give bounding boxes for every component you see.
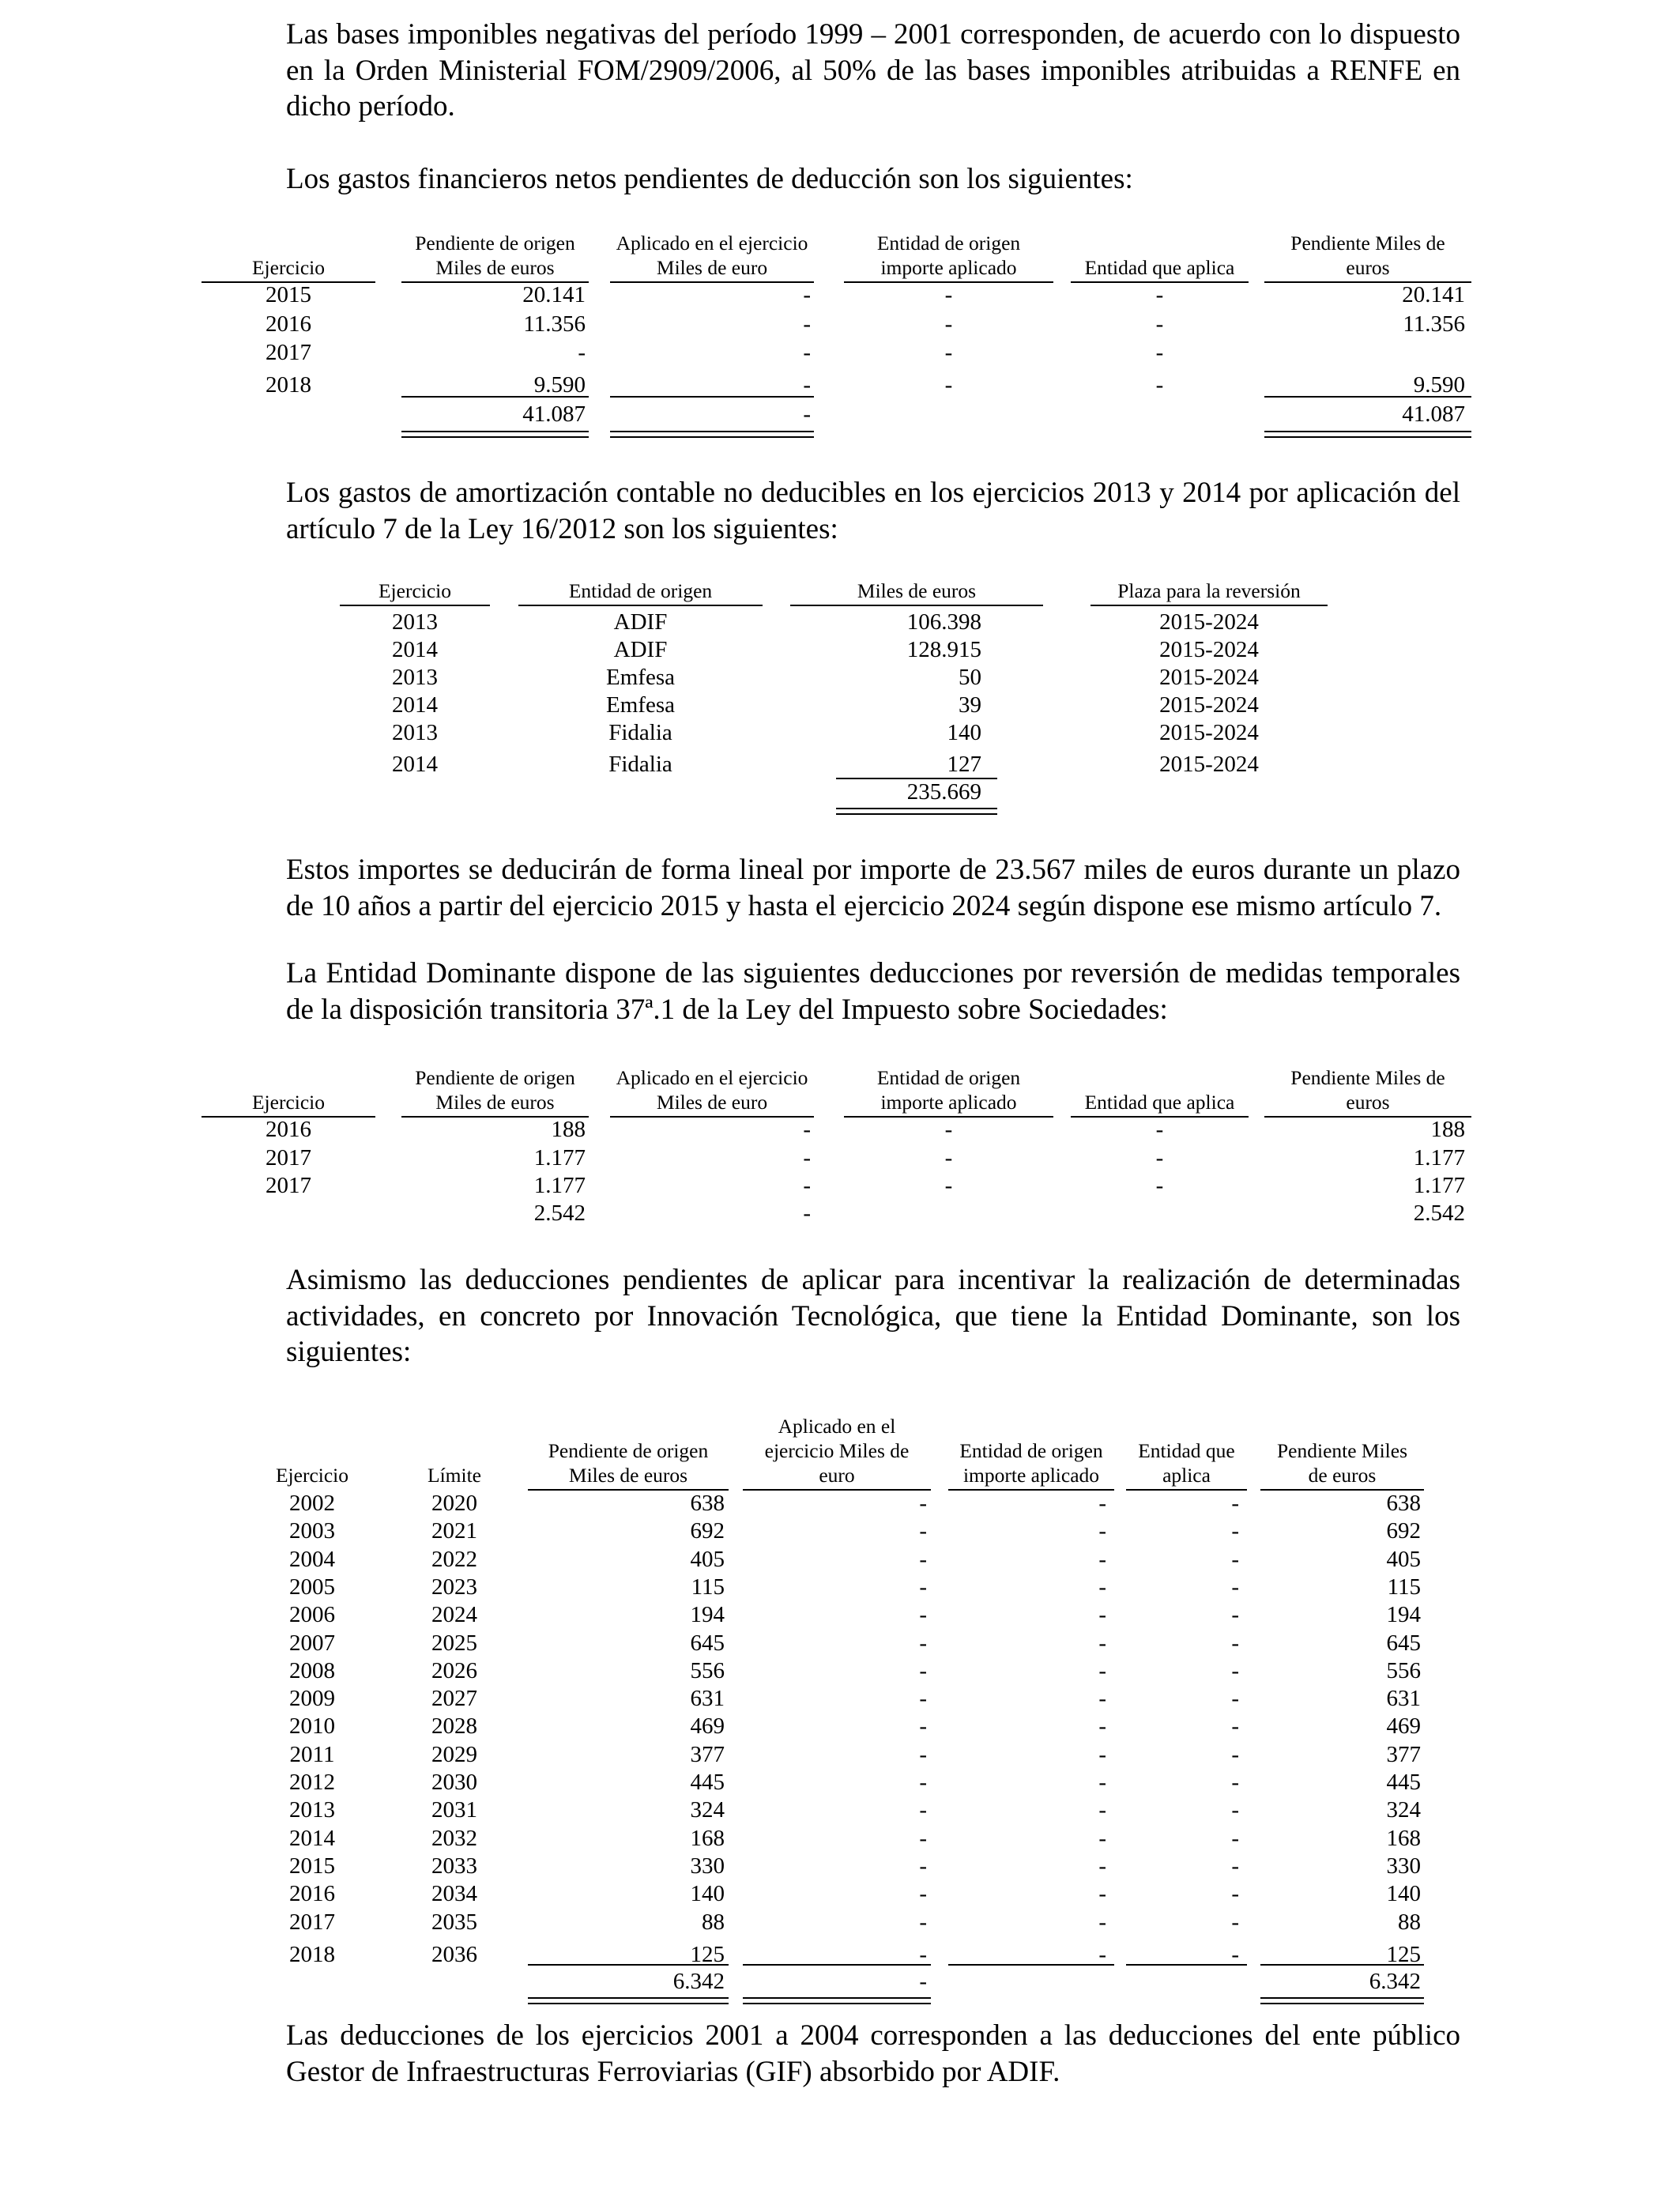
table-cell: Emfesa	[606, 665, 675, 690]
table-cell: 9.590	[1413, 372, 1465, 398]
row-year: 2017	[266, 340, 311, 365]
table-cell: 20.141	[522, 282, 586, 307]
table-cell: 631	[1386, 1686, 1421, 1711]
table-cell: -	[944, 311, 953, 337]
table-cell: -	[1098, 1686, 1106, 1711]
table-cell: 9.590	[533, 372, 586, 398]
table-cell: -	[803, 282, 811, 307]
row-year: 2006	[289, 1602, 335, 1627]
table-cell: -	[919, 1602, 927, 1627]
column-header: Ejercicio	[251, 1091, 326, 1114]
column-header: Miles de euros	[857, 579, 977, 602]
table-cell: -	[1098, 1713, 1106, 1739]
total-cell: 235.669	[906, 779, 981, 805]
table-cell: -	[1155, 1145, 1164, 1171]
table-cell: 2028	[431, 1713, 477, 1739]
rule-line	[340, 605, 490, 606]
table-cell: -	[1098, 1518, 1106, 1544]
table-cell: 2029	[431, 1742, 477, 1767]
rule-line	[1126, 1964, 1247, 1966]
column-header: Entidad que aplica	[1084, 1091, 1235, 1114]
row-year: 2013	[392, 665, 438, 690]
table-cell: 106.398	[906, 609, 981, 635]
table-cell: -	[1098, 1602, 1106, 1627]
table-cell: -	[1155, 282, 1164, 307]
table-cell: -	[803, 1145, 811, 1171]
table-cell: -	[919, 1881, 927, 1906]
row-year: 2016	[266, 311, 311, 337]
row-year: 2015	[289, 1853, 335, 1879]
table-cell: Fidalia	[608, 720, 672, 745]
table-cell: 188	[551, 1117, 586, 1142]
column-header: Entidad de origen	[568, 579, 713, 602]
paragraph-deduccion-lineal: Estos importes se deducirán de forma lineal por importe de 23.567 miles de euros durante un plazo de 10 años a partir del ejercicio 2015 y hasta el ejercicio 2024 según dispone ese mismo artículo 7.	[286, 854, 1460, 922]
paragraph-gastos-amortizacion: Los gastos de amortización contable no deducibles en los ejercicios 2013 y 2014 por aplicación del artículo 7 de la Ley 16/2012 son los siguientes:	[286, 477, 1460, 545]
table-cell: 11.356	[523, 311, 586, 337]
table-cell: -	[919, 1574, 927, 1600]
table-cell: -	[919, 1658, 927, 1683]
table-cell: 2026	[431, 1658, 477, 1683]
table-cell: 330	[690, 1853, 725, 1879]
row-year: 2016	[266, 1117, 311, 1142]
double-rule-line	[1264, 431, 1471, 438]
table-cell: 168	[690, 1826, 725, 1851]
table-cell: 2033	[431, 1853, 477, 1879]
total-cell: 6.342	[672, 1969, 725, 1994]
rule-line	[1260, 1964, 1424, 1966]
total-cell: 6.342	[1369, 1969, 1421, 1994]
table-cell: -	[919, 1491, 927, 1516]
row-year: 2014	[392, 752, 438, 777]
column-header: Pendiente de origen Miles de euros	[415, 232, 575, 279]
table-cell: -	[1098, 1547, 1106, 1572]
table-cell: 125	[690, 1942, 725, 1967]
table-cell: -	[803, 340, 811, 365]
row-year: 2015	[266, 282, 311, 307]
table-cell: -	[1098, 1574, 1106, 1600]
table-cell: -	[1098, 1797, 1106, 1823]
table-cell: -	[1098, 1942, 1106, 1967]
table-cell: 88	[1398, 1909, 1421, 1935]
rule-line	[401, 396, 589, 398]
table-cell: -	[944, 1173, 953, 1198]
table-cell: 469	[690, 1713, 725, 1739]
table-cell: -	[1098, 1770, 1106, 1795]
paragraph-gastos-financieros: Los gastos financieros netos pendientes de deducción son los siguientes:	[286, 163, 1133, 195]
table-cell: -	[578, 340, 586, 365]
table-cell: -	[1155, 1117, 1164, 1142]
table-cell: 377	[1386, 1742, 1421, 1767]
table-cell: 2027	[431, 1686, 477, 1711]
table-cell: -	[919, 1826, 927, 1851]
table-cell: 1.177	[1413, 1145, 1465, 1171]
table-cell: -	[1098, 1491, 1106, 1516]
table-cell: -	[1155, 372, 1164, 398]
table-cell: 2034	[431, 1881, 477, 1906]
table-cell: -	[1155, 340, 1164, 365]
table-cell: 88	[702, 1909, 725, 1935]
column-header: Aplicado en el ejercicio Miles de euro	[764, 1415, 910, 1487]
table-cell: 324	[1386, 1797, 1421, 1823]
table-cell: 330	[1386, 1853, 1421, 1879]
table-cell: -	[919, 1853, 927, 1879]
table-cell: 445	[690, 1770, 725, 1795]
table-cell: 645	[690, 1630, 725, 1656]
table-cell: 140	[1386, 1881, 1421, 1906]
table-cell: -	[919, 1630, 927, 1656]
table-cell: -	[1098, 1742, 1106, 1767]
table-cell: 127	[947, 752, 981, 777]
table-cell: -	[1231, 1658, 1239, 1683]
table-cell: 2015-2024	[1159, 720, 1259, 745]
table-cell: 50	[959, 665, 981, 690]
table-cell: -	[1098, 1826, 1106, 1851]
double-rule-line	[1260, 1997, 1424, 2004]
table-cell: 2015-2024	[1159, 752, 1259, 777]
table-cell: -	[1098, 1658, 1106, 1683]
table-cell: -	[944, 282, 953, 307]
row-year: 2014	[392, 692, 438, 718]
rule-line	[518, 605, 763, 606]
table-cell: -	[1231, 1547, 1239, 1572]
table-cell: -	[1231, 1630, 1239, 1656]
table-cell: 1.177	[533, 1145, 586, 1171]
table-cell: -	[919, 1742, 927, 1767]
table-cell: 638	[690, 1491, 725, 1516]
table-cell: -	[1231, 1881, 1239, 1906]
column-header: Pendiente de origen Miles de euros	[415, 1066, 575, 1114]
paragraph-bases-imponibles: Las bases imponibles negativas del período 1999 – 2001 corresponden, de acuerdo con lo dispuesto en la Orden Ministerial FOM/2909/2006, al 50% de las bases imponibles atribuidas a RENFE en dicho período.	[286, 18, 1460, 123]
table-cell: 115	[691, 1574, 725, 1600]
table-cell: ADIF	[613, 637, 668, 662]
table-cell: -	[919, 1909, 927, 1935]
double-rule-line	[836, 808, 997, 815]
total-cell: 2.542	[1413, 1201, 1465, 1226]
table-cell: 692	[1386, 1518, 1421, 1544]
table-cell: 125	[1386, 1942, 1421, 1967]
row-year: 2002	[289, 1491, 335, 1516]
table-cell: -	[1231, 1491, 1239, 1516]
row-year: 2014	[392, 637, 438, 662]
row-year: 2013	[392, 609, 438, 635]
table-cell: 20.141	[1402, 282, 1465, 307]
table-cell: -	[1231, 1909, 1239, 1935]
table-cell: -	[1231, 1797, 1239, 1823]
table-cell: 2030	[431, 1770, 477, 1795]
table-cell: -	[1231, 1942, 1239, 1967]
column-header: Ejercicio	[251, 256, 326, 279]
table-cell: 2031	[431, 1797, 477, 1823]
column-header: Aplicado en el ejercicio Miles de euro	[616, 1066, 808, 1114]
row-year: 2017	[266, 1173, 311, 1198]
table-cell: -	[1231, 1602, 1239, 1627]
table-cell: -	[1231, 1713, 1239, 1739]
table-cell: -	[803, 1173, 811, 1198]
table-cell: -	[919, 1770, 927, 1795]
column-header: Entidad de origen importe aplicado	[876, 232, 1021, 279]
row-year: 2018	[266, 372, 311, 398]
table-cell: -	[803, 311, 811, 337]
row-year: 2010	[289, 1713, 335, 1739]
table-cell: Fidalia	[608, 752, 672, 777]
table-cell: 2015-2024	[1159, 637, 1259, 662]
column-header: Pendiente Miles de euros	[1290, 1066, 1445, 1114]
row-year: 2005	[289, 1574, 335, 1600]
row-year: 2018	[289, 1942, 335, 1967]
table-cell: 2023	[431, 1574, 477, 1600]
rule-line	[528, 1964, 729, 1966]
table-cell: 445	[1386, 1770, 1421, 1795]
table-cell: 11.356	[1403, 311, 1465, 337]
table-cell: 556	[690, 1658, 725, 1683]
column-header: Ejercicio	[275, 1464, 349, 1487]
table-cell: 405	[690, 1547, 725, 1572]
table-cell: -	[803, 1117, 811, 1142]
total-cell: 2.542	[533, 1201, 586, 1226]
row-year: 2009	[289, 1686, 335, 1711]
table-cell: 188	[1430, 1117, 1465, 1142]
total-cell: 41.087	[1402, 401, 1465, 427]
total-cell: -	[919, 1969, 927, 1994]
table-cell: -	[1098, 1853, 1106, 1879]
column-header: Entidad de origen importe aplicado	[876, 1066, 1021, 1114]
column-header: Entidad que aplica	[1138, 1439, 1235, 1487]
row-year: 2003	[289, 1518, 335, 1544]
table-cell: -	[919, 1547, 927, 1572]
table-cell: 39	[959, 692, 981, 718]
table-cell: 140	[690, 1881, 725, 1906]
total-cell: 41.087	[522, 401, 586, 427]
double-rule-line	[610, 431, 814, 438]
table-cell: -	[1231, 1742, 1239, 1767]
table-cell: 405	[1386, 1547, 1421, 1572]
table-cell: -	[944, 340, 953, 365]
row-year: 2016	[289, 1881, 335, 1906]
table-cell: 115	[1387, 1574, 1421, 1600]
table-cell: -	[1231, 1518, 1239, 1544]
table-cell: -	[919, 1518, 927, 1544]
rule-line	[1090, 605, 1328, 606]
column-header: Entidad de origen importe aplicado	[959, 1439, 1103, 1487]
table-cell: 2015-2024	[1159, 609, 1259, 635]
rule-line	[743, 1964, 931, 1966]
table-cell: 631	[690, 1686, 725, 1711]
table-cell: 469	[1386, 1713, 1421, 1739]
paragraph-deducciones-innovacion: Asimismo las deducciones pendientes de aplicar para incentivar la realización de determinadas actividades, en concreto por Innovación Tecnológica, que tiene la Entidad Dominante, son los siguientes:	[286, 1264, 1460, 1368]
table-cell: -	[919, 1942, 927, 1967]
paragraph-deducciones-reversion: La Entidad Dominante dispone de las siguientes deducciones por reversión de medidas temporales de la disposición transitoria 37ª.1 de la Ley del Impuesto sobre Sociedades:	[286, 957, 1460, 1026]
table-cell: 2015-2024	[1159, 665, 1259, 690]
total-cell: -	[803, 401, 811, 427]
table-cell: -	[1098, 1881, 1106, 1906]
table-cell: 168	[1386, 1826, 1421, 1851]
table-cell: 2021	[431, 1518, 477, 1544]
row-year: 2017	[266, 1145, 311, 1171]
row-year: 2007	[289, 1630, 335, 1656]
table-cell: 2032	[431, 1826, 477, 1851]
table-cell: 692	[690, 1518, 725, 1544]
table-cell: -	[1231, 1853, 1239, 1879]
table-cell: 1.177	[1413, 1173, 1465, 1198]
table-cell: -	[803, 372, 811, 398]
rule-line	[948, 1964, 1114, 1966]
column-header: Pendiente Miles de euros	[1276, 1439, 1407, 1487]
table-cell: 377	[690, 1742, 725, 1767]
table-cell: -	[1098, 1630, 1106, 1656]
row-year: 2013	[392, 720, 438, 745]
table-cell: -	[944, 1145, 953, 1171]
table-cell: 2024	[431, 1602, 477, 1627]
paragraph-deducciones-gif: Las deducciones de los ejercicios 2001 a 2004 corresponden a las deducciones del ente público Gestor de Infraestructuras Ferroviarias (GIF) absorbido por ADIF.	[286, 2019, 1460, 2088]
table-cell: 194	[690, 1602, 725, 1627]
table-cell: 128.915	[906, 637, 981, 662]
row-year: 2012	[289, 1770, 335, 1795]
table-cell: -	[1155, 1173, 1164, 1198]
double-rule-line	[401, 431, 589, 438]
table-cell: 638	[1386, 1491, 1421, 1516]
table-cell: -	[1155, 311, 1164, 337]
column-header: Pendiente Miles de euros	[1290, 232, 1445, 279]
rule-line	[790, 605, 1043, 606]
table-cell: -	[1231, 1770, 1239, 1795]
column-header: Entidad que aplica	[1084, 256, 1235, 279]
column-header: Pendiente de origen Miles de euros	[548, 1439, 709, 1487]
column-header: Ejercicio	[378, 579, 452, 602]
row-year: 2017	[289, 1909, 335, 1935]
table-cell: -	[1231, 1686, 1239, 1711]
table-cell: -	[919, 1797, 927, 1823]
table-cell: 324	[690, 1797, 725, 1823]
table-cell: -	[1098, 1909, 1106, 1935]
row-year: 2013	[289, 1797, 335, 1823]
row-year: 2008	[289, 1658, 335, 1683]
table-cell: 140	[947, 720, 981, 745]
table-cell: -	[919, 1686, 927, 1711]
total-cell: -	[803, 1201, 811, 1226]
table-cell: -	[1231, 1826, 1239, 1851]
table-cell: 645	[1386, 1630, 1421, 1656]
row-year: 2014	[289, 1826, 335, 1851]
table-cell: ADIF	[613, 609, 668, 635]
table-cell: -	[944, 1117, 953, 1142]
table-cell: 2025	[431, 1630, 477, 1656]
table-cell: 2035	[431, 1909, 477, 1935]
table-cell: 2020	[431, 1491, 477, 1516]
double-rule-line	[528, 1997, 729, 2004]
table-cell: 2015-2024	[1159, 692, 1259, 718]
row-year: 2011	[289, 1742, 335, 1767]
table-cell: 556	[1386, 1658, 1421, 1683]
table-cell: -	[944, 372, 953, 398]
table-cell: Emfesa	[606, 692, 675, 718]
table-cell: 1.177	[533, 1173, 586, 1198]
row-year: 2004	[289, 1547, 335, 1572]
column-header: Plaza para la reversión	[1117, 579, 1301, 602]
table-cell: 194	[1386, 1602, 1421, 1627]
rule-line	[1264, 396, 1471, 398]
rule-line	[610, 396, 814, 398]
table-cell: -	[1231, 1574, 1239, 1600]
table-cell: 2036	[431, 1942, 477, 1967]
table-cell: -	[919, 1713, 927, 1739]
column-header: Límite	[428, 1464, 481, 1487]
column-header: Aplicado en el ejercicio Miles de euro	[616, 232, 808, 279]
double-rule-line	[743, 1997, 931, 2004]
table-cell: 2022	[431, 1547, 477, 1572]
